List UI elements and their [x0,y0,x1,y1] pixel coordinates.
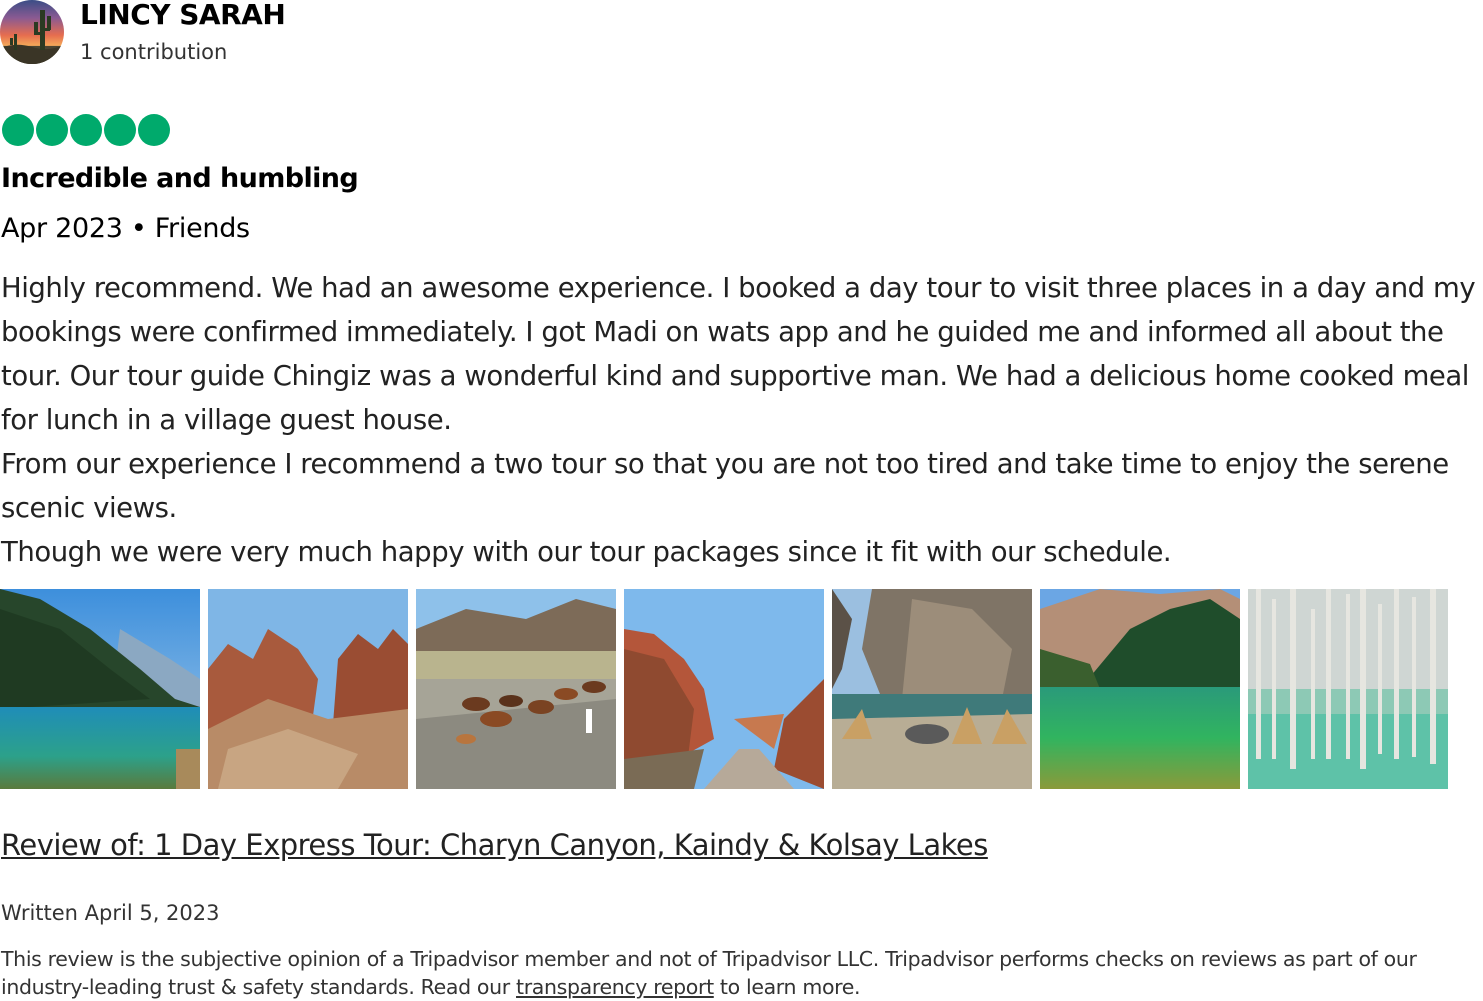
disclaimer [1,945,1483,1001]
rating-bubble [2,114,34,146]
review-title: Incredible and humbling [1,163,359,194]
disclaimer-text-end: to learn more. [713,975,861,999]
avatar[interactable] [0,0,64,64]
rating-bubble [138,114,170,146]
reviewer-name[interactable]: LINCY SARAH [80,0,286,31]
photo-canyon-path[interactable] [624,589,824,789]
review-paragraph: Though we were very much happy with our tour packages since it fit with our schedule. [1,536,1172,568]
rating-bubble [36,114,68,146]
review-paragraph: From our experience I recommend a two tour so that you are not too tired and take time to enjoy the serene scenic views. [1,448,1449,524]
photo-lake-forest[interactable] [0,589,200,789]
photo-river-cliff[interactable] [832,589,1032,789]
review-photos [0,589,1448,789]
photo-green-lake[interactable] [1040,589,1240,789]
review-paragraph: Highly recommend. We had an awesome experience. I booked a day tour to visit three places in a day and my bookings were confirmed immediately. I got Madi on wats app and he guided me and informed all about the tour. Our tour guide Chingiz was a wonderful kind and supportive man. We had a delicious home cooked meal for lunch in a village guest house. [1,272,1476,436]
review-body [1,266,1483,574]
cactus-sunset-image [0,0,64,64]
rating-bubbles [2,114,170,146]
rating-bubble [70,114,102,146]
photo-sunken-forest[interactable] [1248,589,1448,789]
written-date: Written April 5, 2023 [1,901,220,925]
rating-bubble [104,114,136,146]
transparency-report-link[interactable]: transparency report [516,975,714,999]
photo-horses[interactable] [416,589,616,789]
contribution-count: 1 contribution [80,40,228,64]
photo-red-rocks[interactable] [208,589,408,789]
disclaimer-text: This review is the subjective opinion of a Tripadvisor member and not of Tripadvisor LLC. Tripadvisor performs checks on reviews as part of our industry-leading trust & safety standards. Read our [1,947,1417,999]
review-of-link[interactable]: Review of: 1 Day Express Tour: Charyn Canyon, Kaindy & Kolsay Lakes [1,828,988,862]
review-date-trip-type: Apr 2023 • Friends [1,213,250,244]
